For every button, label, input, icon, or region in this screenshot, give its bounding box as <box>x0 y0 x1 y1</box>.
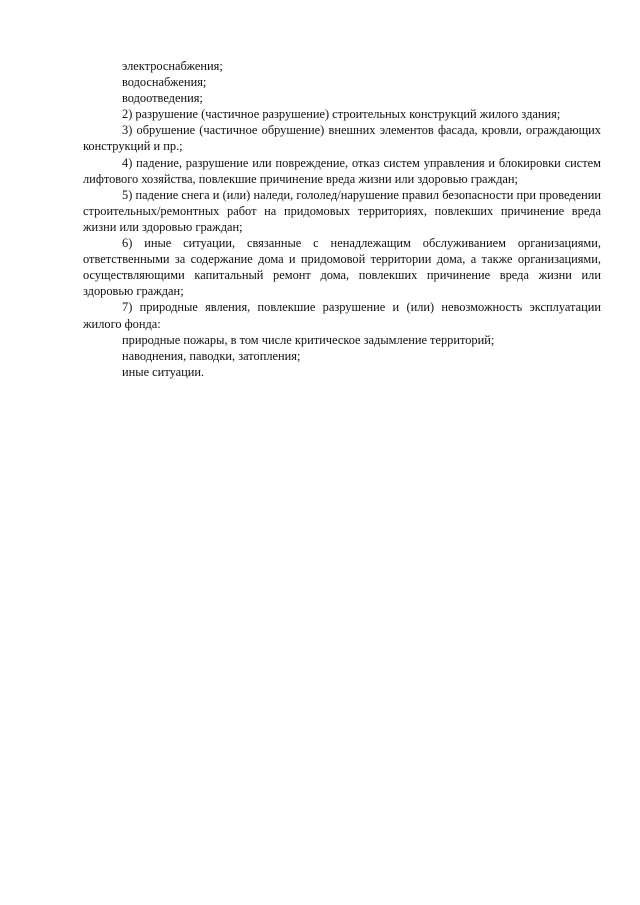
list-item-water-supply: водоснабжения; <box>122 75 207 90</box>
list-item-floods: наводнения, паводки, затопления; <box>122 348 301 363</box>
paragraph-item-2: 2) разрушение (частичное разрушение) строительных конструкций жилого здания; <box>122 107 561 122</box>
list-item-power-supply: электроснабжения; <box>122 59 223 73</box>
paragraph-item-3: 3) обрушение (частичное обрушение) внешних элементов фасада, кровли, ограждающих конструкций и пр.; <box>83 123 601 154</box>
paragraph-item-6: 6) иные ситуации, связанные с ненадлежащим обслуживанием организациями, ответственными за содержание дома и придомовой территории дома, а также организациями, осуществляющими капитальный ремонт дома, повлекших причинение вреда жизни или здоровью граждан; <box>83 236 601 299</box>
paragraph-item-4: 4) падение, разрушение или повреждение, отказ систем управления и блокировки систем лифтового хозяйства, повлекшие причинение вреда жизни или здоровью граждан; <box>83 155 601 186</box>
paragraph-item-5: 5) падение снега и (или) наледи, гололед/нарушение правил безопасности при проведении строительных/ремонтных работ на придомовых территориях, повлекших причинение вреда жизни или здоровью граждан; <box>83 187 601 234</box>
document-body <box>83 58 601 380</box>
list-item-natural-fires: природные пожары, в том числе критическое задымление территорий; <box>122 332 495 347</box>
paragraph-item-7: 7) природные явления, повлекшие разрушение и (или) невозможность эксплуатации жилого фонда: <box>83 300 601 331</box>
list-item-other-situations: иные ситуации. <box>122 364 205 379</box>
list-item-drainage: водоотведения; <box>122 91 203 106</box>
